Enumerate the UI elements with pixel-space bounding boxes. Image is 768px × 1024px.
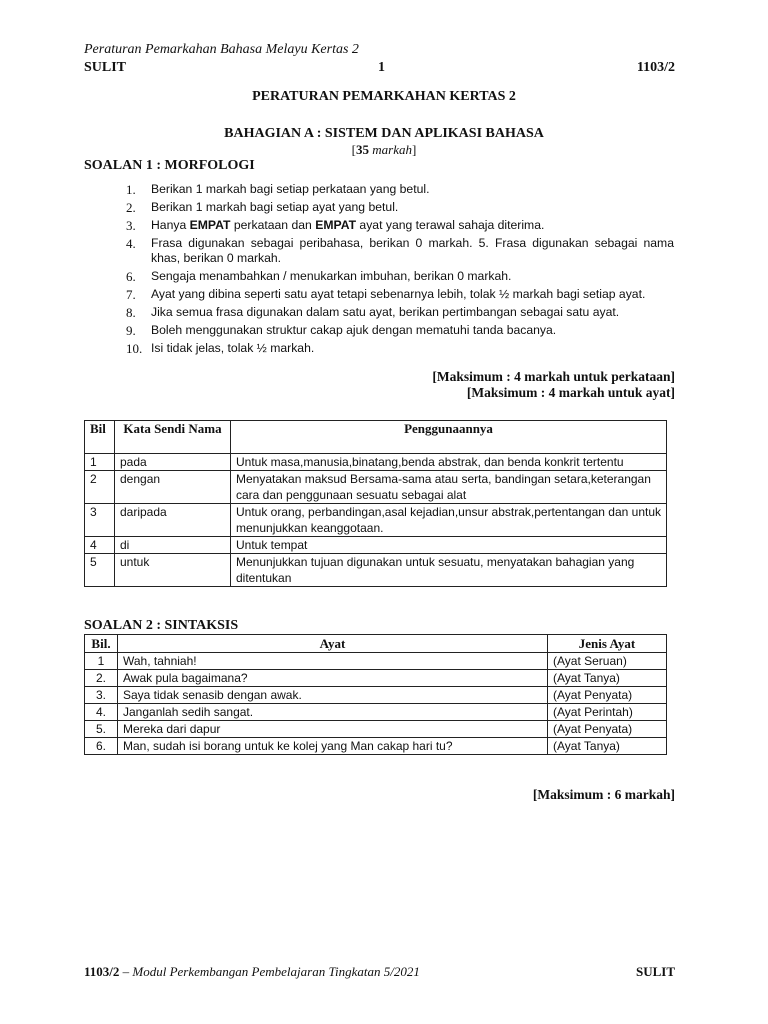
rule-item — [126, 236, 674, 266]
cell-jenis: (Ayat Seruan) — [548, 653, 667, 670]
rule-number: 9. — [126, 323, 136, 338]
classification-label: SULIT — [84, 60, 127, 75]
max-marks-words: [Maksimum : 4 markah untuk perkataan] — [432, 369, 675, 384]
cell-bil: 1 — [85, 653, 118, 670]
cell-jenis: (Ayat Perintah) — [548, 704, 667, 721]
ayat-table — [84, 634, 667, 755]
footer-dash: – — [119, 964, 133, 979]
footer-code: 1103/2 — [84, 964, 120, 979]
table-row — [85, 537, 667, 554]
cell-ayat: Man, sudah isi borang untuk ke kolej yang Man cakap hari tu? — [118, 738, 548, 755]
cell-guna: Untuk orang, perbandingan,asal kejadian,unsur abstrak,pertentangan dan untuk menunjukkan keanggotaan. — [231, 504, 667, 537]
table-row — [85, 670, 667, 687]
cell-kata: dengan — [115, 471, 231, 504]
cell-kata: di — [115, 537, 231, 554]
page-number: 1 — [378, 60, 385, 75]
max-marks-q2: [Maksimum : 6 markah] — [532, 787, 675, 802]
rule-number: 1. — [126, 182, 136, 197]
rule-item — [126, 287, 674, 302]
section-marks — [0, 142, 768, 158]
rule-emphasis: EMPAT — [315, 218, 357, 232]
question-2-heading: SOALAN 2 : SINTAKSIS — [84, 618, 239, 633]
table-row — [85, 554, 667, 587]
cell-bil: 6. — [85, 738, 118, 755]
table-header-row — [85, 635, 667, 653]
footer-module — [84, 964, 420, 980]
cell-kata: pada — [115, 454, 231, 471]
rule-item — [126, 341, 674, 356]
cell-jenis: (Ayat Penyata) — [548, 687, 667, 704]
marking-rules-list — [126, 182, 674, 359]
rule-number: 2. — [126, 200, 136, 215]
rule-number: 4. — [126, 236, 136, 251]
col-header-guna: Penggunaannya — [231, 421, 667, 454]
rule-item — [126, 323, 674, 338]
table-row — [85, 738, 667, 755]
rule-text: Ayat yang dibina seperti satu ayat tetapi sebenarnya lebih, tolak ½ markah bagi setiap ayat. — [151, 287, 646, 301]
rule-item — [126, 269, 674, 284]
cell-jenis: (Ayat Penyata) — [548, 721, 667, 738]
rule-item — [126, 218, 674, 233]
cell-kata: untuk — [115, 554, 231, 587]
rule-text: perkataan dan — [230, 218, 316, 232]
table-row — [85, 504, 667, 537]
cell-jenis: (Ayat Tanya) — [548, 670, 667, 687]
rule-number: 10. — [126, 341, 143, 356]
max-marks-sentences: [Maksimum : 4 markah untuk ayat] — [466, 385, 675, 400]
rule-number: 8. — [126, 305, 136, 320]
table-row — [85, 721, 667, 738]
section-title: BAHAGIAN A : SISTEM DAN APLIKASI BAHASA — [224, 126, 544, 141]
rule-number: 6. — [126, 269, 136, 284]
col-header-jenis: Jenis Ayat — [548, 635, 667, 653]
rule-text: Isi tidak jelas, tolak ½ markah. — [151, 341, 315, 355]
rule-text: Hanya — [151, 218, 190, 232]
table-row — [85, 653, 667, 670]
kata-sendi-table — [84, 420, 667, 587]
cell-bil: 2 — [85, 471, 115, 504]
cell-bil: 2. — [85, 670, 118, 687]
col-header-bil: Bil. — [85, 635, 118, 653]
rule-text: Frasa digunakan sebagai peribahasa, berikan 0 markah. 5. Frasa digunakan sebagai nama khas, berikan 0 markah. — [151, 236, 674, 265]
cell-ayat: Awak pula bagaimana? — [118, 670, 548, 687]
table-row — [85, 704, 667, 721]
cell-bil: 4. — [85, 704, 118, 721]
col-header-ayat: Ayat — [118, 635, 548, 653]
cell-ayat: Mereka dari dapur — [118, 721, 548, 738]
cell-guna: Menyatakan maksud Bersama-sama atau serta, bandingan setara,keterangan cara dan penggunaan sesuatu sebagai alat — [231, 471, 667, 504]
rule-text: Berikan 1 markah bagi setiap ayat yang betul. — [151, 200, 399, 214]
cell-bil: 3. — [85, 687, 118, 704]
cell-jenis: (Ayat Tanya) — [548, 738, 667, 755]
table-row — [85, 687, 667, 704]
col-header-bil: Bil — [85, 421, 115, 454]
rule-text: Boleh menggunakan struktur cakap ajuk dengan mematuhi tanda bacanya. — [151, 323, 557, 337]
cell-ayat: Saya tidak senasib dengan awak. — [118, 687, 548, 704]
cell-bil: 4 — [85, 537, 115, 554]
main-title: PERATURAN PEMARKAHAN KERTAS 2 — [252, 89, 516, 104]
table-header-row — [85, 421, 667, 454]
cell-bil: 1 — [85, 454, 115, 471]
rule-text: Sengaja menambahkan / menukarkan imbuhan, berikan 0 markah. — [151, 269, 512, 283]
cell-ayat: Wah, tahniah! — [118, 653, 548, 670]
marks-word: markah — [372, 142, 412, 157]
paper-code: 1103/2 — [636, 60, 675, 75]
cell-ayat: Janganlah sedih sangat. — [118, 704, 548, 721]
cell-bil: 5 — [85, 554, 115, 587]
rule-text: ayat yang terawal sahaja diterima. — [356, 218, 545, 232]
marks-close: ] — [411, 142, 417, 157]
document-subtitle: Peraturan Pemarkahan Bahasa Melayu Kertas 2 — [84, 42, 359, 57]
marks-open: [ — [351, 142, 357, 157]
table-row — [85, 471, 667, 504]
rule-item — [126, 200, 674, 215]
rule-emphasis: EMPAT — [189, 218, 231, 232]
footer-module-name: Modul Perkembangan Pembelajaran Tingkatan 5/2021 — [132, 964, 420, 979]
marks-value: 35 — [356, 142, 370, 157]
question-1-heading: SOALAN 1 : MORFOLOGI — [84, 158, 255, 173]
rule-number: 7. — [126, 287, 136, 302]
footer-classification: SULIT — [635, 964, 675, 979]
rule-item — [126, 182, 674, 197]
cell-bil: 5. — [85, 721, 118, 738]
rule-text: Jika semua frasa digunakan dalam satu ayat, berikan pertimbangan sebagai satu ayat. — [151, 305, 620, 319]
cell-guna: Untuk masa,manusia,binatang,benda abstrak, dan benda konkrit tertentu — [231, 454, 667, 471]
rule-number: 3. — [126, 218, 136, 233]
rule-item — [126, 305, 674, 320]
cell-guna: Untuk tempat — [231, 537, 667, 554]
table-row — [85, 454, 667, 471]
cell-guna: Menunjukkan tujuan digunakan untuk sesuatu, menyatakan bahagian yang ditentukan — [231, 554, 667, 587]
cell-bil: 3 — [85, 504, 115, 537]
cell-kata: daripada — [115, 504, 231, 537]
rule-text: Berikan 1 markah bagi setiap perkataan yang betul. — [151, 182, 430, 196]
col-header-kata: Kata Sendi Nama — [115, 421, 231, 454]
